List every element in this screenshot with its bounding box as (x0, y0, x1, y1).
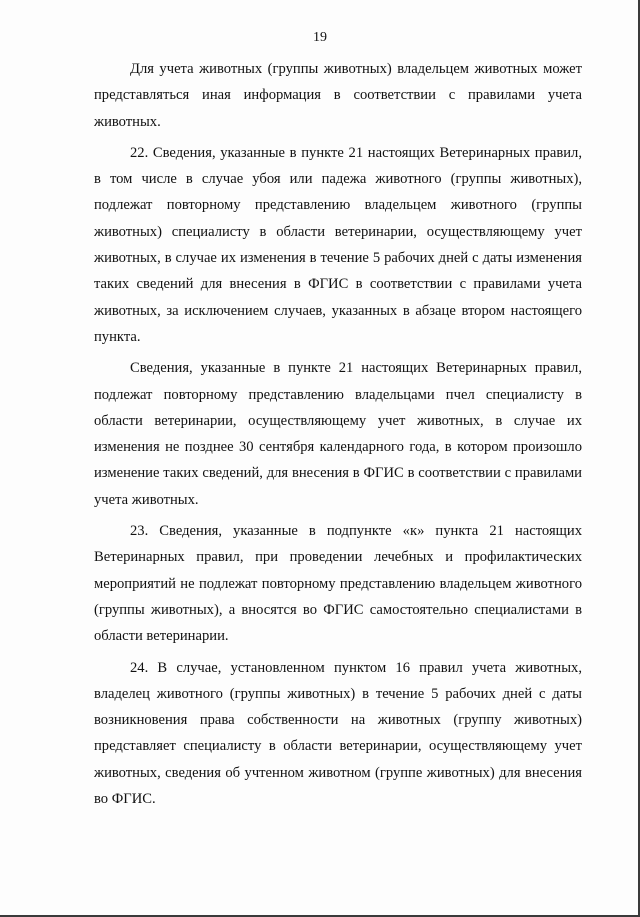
page-number: 19 (313, 30, 327, 45)
document-body (94, 56, 582, 812)
paragraph-item-23: 23. Сведения, указанные в подпункте «к» пункта 21 настоящих Ветеринарных правил, при проведении лечебных и профилактических мероприятий не подлежат повторному представлению владельцем животного (группы животных), а вносятся во ФГИС самостоятельно специалистами в области ветеринарии. (94, 523, 582, 645)
paragraph-item-24: 24. В случае, установленном пунктом 16 правил учета животных, владелец животного (группы животных) в течение 5 рабочих дней с даты возникновения права собственности на животных (группу животных) представляет специалисту в области ветеринарии, осуществляющему учет животных, сведения об учтенном животном (группе животных) для внесения во ФГИС. (94, 659, 582, 808)
paragraph-item-22: 22. Сведения, указанные в пункте 21 настоящих Ветеринарных правил, в том числе в случае убоя или падежа животного (группы животных), подлежат повторному представлению владельцем животного (группы животных) специалисту в области ветеринарии, осуществляющему учет животных, в случае их изменения в течение 5 рабочих дней с даты изменения таких сведений для внесения в ФГИС в соответствии с правилами учета животных, за исключением случаев, указанных в абзаце втором настоящего пункта. (94, 144, 582, 345)
paragraph-item-22-second: Сведения, указанные в пункте 21 настоящих Ветеринарных правил, подлежат повторному представлению владельцами пчел специалисту в области ветеринарии, осуществляющему учет животных, в случае их изменения не позднее 30 сентября календарного года, в котором произошло изменение таких сведений, для внесения в ФГИС в соответствии с правилами учета животных. (94, 360, 582, 508)
paragraph-continuation: Для учета животных (группы животных) владельцем животных может представляться иная информация в соответствии с правилами учета животных. (94, 61, 582, 130)
